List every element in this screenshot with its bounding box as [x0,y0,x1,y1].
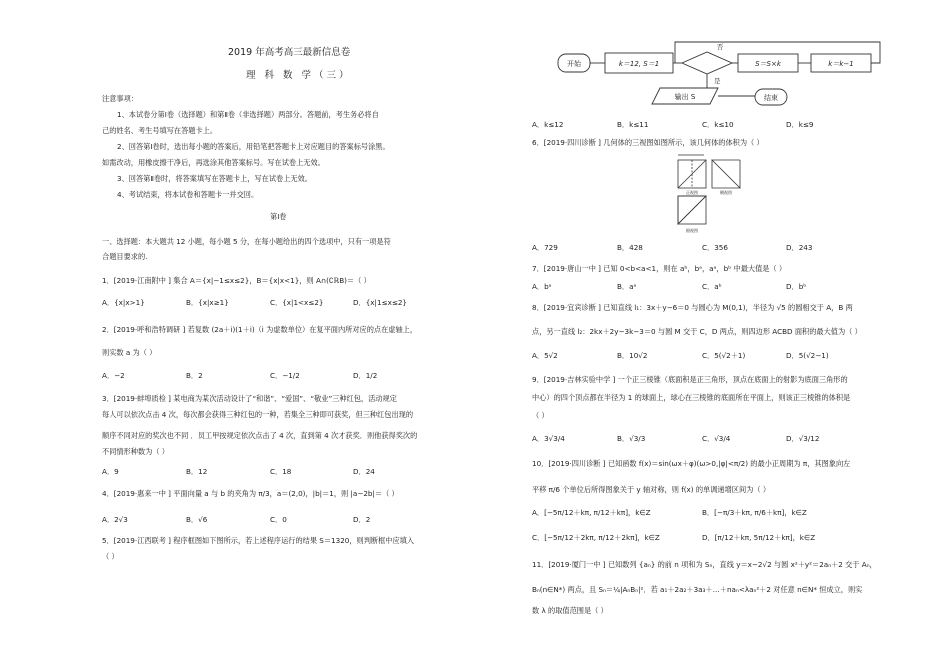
q2-option-c[interactable]: C．−1/2 [270,371,300,380]
q1-stem: 1．[2019·江南附中 ] 集合 A＝{x|−1≤x≤2}，B＝{x|x<1}，则 A∩(∁ℝB)＝（ ） [102,276,371,285]
flow-init-text: k＝12, S＝1 [618,60,660,68]
exam-subtitle: 理 科 数 学（三） [246,70,352,81]
side-view [712,160,740,188]
q5-option-d[interactable]: D．k≤9 [786,120,814,129]
q1-option-b[interactable]: B．{x|x≥1} [186,298,229,307]
q2-stem: 2．[2019·呼和浩特调研 ] 若复数 (2a＋i)(1＋i)（i 为虚数单位）在复平面内所对应的点在虚轴上， [102,325,418,334]
q10-option-d[interactable]: D．[π/12＋kπ, 5π/12＋kπ]，k∈Z [702,533,816,542]
q1-option-c[interactable]: C．{x|1<x≤2} [270,298,324,307]
notes-line: 3、回答第Ⅱ卷时，将答案填写在答题卡上，写在试卷上无效。 [117,174,312,183]
three-view-figure [668,152,768,238]
q8-option-a[interactable]: A．5√2 [532,351,558,360]
flow-multiply-text: S＝S×k [755,60,781,68]
exam-title: 2019 年高考高三最新信息卷 [228,47,351,58]
program-flowchart [530,38,890,118]
q9-stem-cont: （ ） [532,411,549,420]
q9-stem-cont: 中心）的四个顶点都在半径为 1 的球面上，球心在三棱锥的底面所在平面上，则该正三棱锥的体积是 [532,393,851,402]
q9-option-a[interactable]: A．3√3/4 [532,434,565,443]
q10-option-b[interactable]: B．[−π/3＋kπ, π/6＋kπ]，k∈Z [702,508,807,517]
q3-stem-cont: 每人可以依次点击 4 次，每次都会获得三种红包的一种，若集全三种即可获奖，但三种红包出现的 [102,410,414,419]
q10-option-a[interactable]: A．[−5π/12＋kπ, π/12＋kπ]，k∈Z [532,508,651,517]
q4-option-d[interactable]: D．2 [353,515,371,524]
q7-stem: 7．[2019·唐山一中 ] 已知 0<b<a<1，则在 aᵇ，bᵃ，aᵃ，bᵇ 中最大值是（ ） [532,264,787,273]
front-view-label: 正视图 [686,190,698,195]
q7-option-a[interactable]: A．bᵃ [532,282,552,291]
q1-option-d[interactable]: D．{x|1≤x≤2} [353,298,407,307]
q7-option-c[interactable]: C．aᵇ [702,282,722,291]
q2-option-d[interactable]: D．1/2 [353,371,378,380]
q8-stem: 8．[2019·宜宾诊断 ] 已知直线 l₁：3x＋y−6＝0 与圆心为 M(0,1)，半径为 √5 的圆相交于 A，B 两 [532,303,853,312]
flow-output-text: 输出 S [674,93,696,101]
q9-option-d[interactable]: D．√3/12 [786,434,820,443]
q4-option-c[interactable]: C．0 [270,515,287,524]
section-heading-cont: 合题目要求的. [102,252,148,261]
q4-option-a[interactable]: A．2√3 [102,515,128,524]
q6-option-d[interactable]: D．243 [786,243,813,252]
q6-stem: 6．[2019·四川诊断 ] 几何体的三视图如图所示，该几何体的体积为（ ） [532,138,764,147]
notes-line: 4、考试结束，将本试卷和答题卡一并交回。 [117,190,259,199]
q6-option-c[interactable]: C．356 [702,243,728,252]
q5-option-c[interactable]: C．k≤10 [702,120,734,129]
q2-option-b[interactable]: B．2 [186,371,203,380]
notes-line: 如需改动，用橡皮擦干净后，再选涂其他答案标号。写在试卷上无效。 [102,158,325,167]
flow-decrement-text: k＝k−1 [828,60,854,68]
q3-stem-cont: 不同情形种数为（ ） [102,447,169,456]
flow-yes-text: 是 [714,77,721,85]
top-view-label: 俯视图 [686,228,698,233]
q2-stem-cont: 则实数 a 为（ ） [102,348,157,357]
q11-stem: 11．[2019·厦门一中 ] 已知数列 {aₙ} 的前 n 项和为 Sₙ，直线 y＝x−2√2 与圆 x²＋y²＝2aₙ＋2 交于 Aₙ， [532,560,877,569]
section-heading: 一、选择题：本大题共 12 小题，每小题 5 分，在每小题给出的四个选项中，只有一项是符 [102,237,391,246]
q7-option-b[interactable]: B．aᵃ [617,282,637,291]
side-view-label: 侧视图 [720,190,732,195]
q4-option-b[interactable]: B．√6 [186,515,208,524]
q3-option-a[interactable]: A．9 [102,467,119,476]
q8-option-b[interactable]: B．10√2 [617,351,648,360]
q11-stem-cont: Bₙ(n∈N*) 两点，且 Sₙ＝¼|AₙBₙ|²．若 a₁＋2a₂＋3a₃＋…＋naₙ<λaₙ²＋2 对任意 n∈N* 恒成立，则实 [532,585,863,594]
q10-stem-cont: 平移 π/6 个单位后所得图象关于 y 轴对称，则 f(x) 的单调递增区间为（ ） [532,485,771,494]
q5-option-a[interactable]: A．k≤12 [532,120,564,129]
flow-no-text: 否 [716,43,724,51]
flow-start-text: 开始 [567,60,581,68]
q8-stem-cont: 点，另一直线 l₂：2kx＋2y−3k−3＝0 与圆 M 交于 C，D 两点，则四边形 ACBD 面积的最大值为（ ） [532,327,862,336]
notes-line: 2、回答第Ⅰ卷时，选出每小题的答案后，用铅笔把答题卡上对应题目的答案标号涂黑。 [117,142,390,151]
q3-option-d[interactable]: D．24 [353,467,375,476]
notes-heading: 注意事项： [102,94,138,103]
q9-option-c[interactable]: C．√3/4 [702,434,731,443]
decision-node [682,52,732,74]
q2-option-a[interactable]: A．−2 [102,371,125,380]
notes-line: 1、本试卷分第Ⅰ卷（选择题）和第Ⅱ卷（非选择题）两部分。答题前，考生务必将自 [117,110,379,119]
q9-stem: 9．[2019·吉林实验中学 ] 一个正三棱锥（底面积是正三角形，顶点在底面上的射影为底面三角形的 [532,375,848,384]
part-heading: 第Ⅰ卷 [270,212,287,221]
q5-option-b[interactable]: B．k≤11 [617,120,649,129]
q9-option-b[interactable]: B．√3/3 [617,434,646,443]
q4-stem: 4．[2019·惠来一中 ] 平面向量 a 与 b 的夹角为 π/3，a＝(2,0)，|b|＝1，则 |a−2b|＝（ ） [102,489,399,498]
q7-option-d[interactable]: D．bᵇ [786,282,807,291]
q10-stem: 10．[2019·四川诊断 ] 已知函数 f(x)＝sin(ωx＋φ)(ω>0,|φ|<π/2) 的最小正周期为 π，其图象向左 [532,459,851,468]
q8-option-c[interactable]: C．5(√2＋1) [702,351,746,360]
flow-end-text: 结束 [764,94,778,102]
q10-option-c[interactable]: C．[−5π/12＋2kπ, π/12＋2kπ]，k∈Z [532,533,660,542]
q6-option-b[interactable]: B．428 [617,243,643,252]
q3-stem-cont: 顺序不同对应的奖次也不同 ．员工甲按规定依次点击了 4 次，直到第 4 次才获奖．则他获得奖次的 [102,431,418,440]
q6-option-a[interactable]: A．729 [532,243,558,252]
q3-option-c[interactable]: C．18 [270,467,292,476]
q8-option-d[interactable]: D．5(√2−1) [786,351,829,360]
q5-stem-cont: （ ） [102,552,119,561]
q5-stem: 5．[2019·江西联考 ] 程序框图如下图所示，若上述程序运行的结果 S＝1320，则判断框中应填入 [102,536,415,545]
notes-line: 己的姓名、考生号填写在答题卡上。 [102,126,218,135]
q1-option-a[interactable]: A．{x|x>1} [102,298,145,307]
q3-stem: 3．[2019·蚌埠质检 ] 某电商为某次活动设计了“和谐”、“爱国”、“敬业”三种红包，活动规定 [102,394,397,403]
q3-option-b[interactable]: B．12 [186,467,208,476]
q11-stem-cont: 数 λ 的取值范围是（ ） [532,606,608,615]
